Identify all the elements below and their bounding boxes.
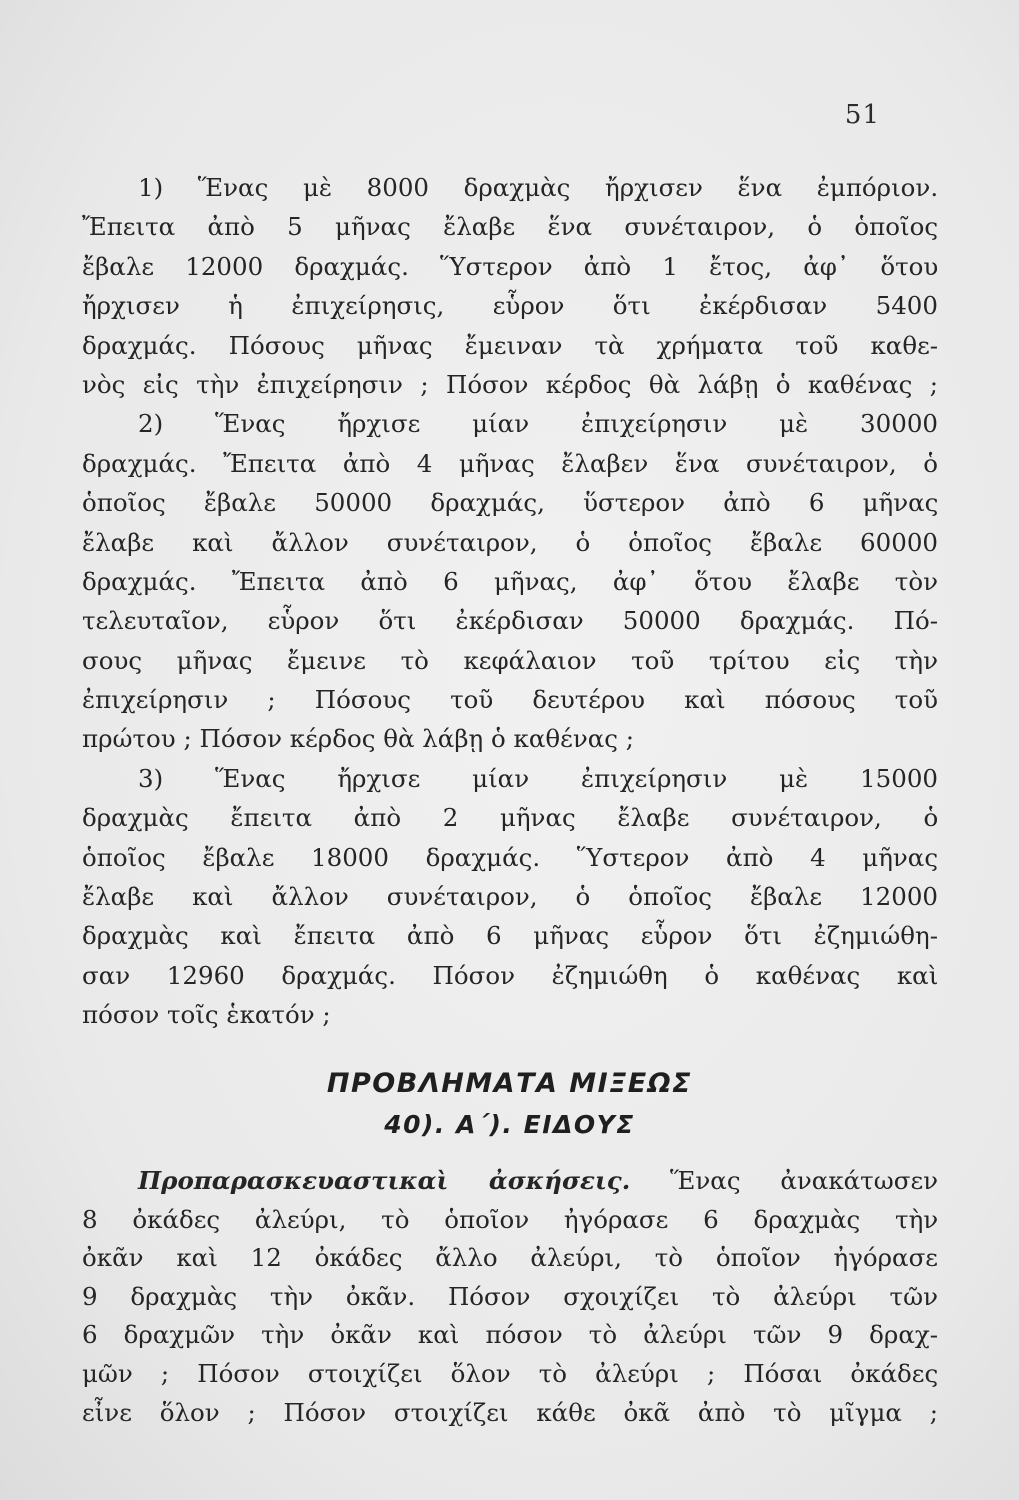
text-line: ὁποῖος ἔβαλε 18000 δραχμάς. Ὕστερον ἀπὸ 4 μῆνας bbox=[82, 842, 938, 872]
text-line: νὸς εἰς τὴν ἐπιχείρησιν ; Πόσον κέρδος θὰ λάβῃ ὁ καθένας ; bbox=[82, 369, 938, 399]
exercises-text-block bbox=[82, 1162, 938, 1432]
text-line: ἔλαβε καὶ ἄλλον συνέταιρον, ὁ ὁποῖος ἔβαλε 60000 bbox=[82, 527, 938, 557]
text-line: σους μῆνας ἔμεινε τὸ κεφάλαιον τοῦ τρίτου εἰς τὴν bbox=[82, 645, 938, 675]
page-number: 51 bbox=[844, 100, 880, 130]
exercise-first-line bbox=[82, 1162, 938, 1201]
text-line: εἶνε ὅλον ; Πόσον στοιχίζει κάθε ὀκᾶ ἀπὸ τὸ μῖγμα ; bbox=[82, 1397, 938, 1427]
text-line: ἤρχισεν ἡ ἐπιχείρησις, εὗρον ὅτι ἐκέρδισαν 5400 bbox=[82, 291, 938, 321]
text-line: πρώτου ; Πόσον κέρδος θὰ λάβῃ ὁ καθένας ; bbox=[82, 724, 635, 754]
text-line: δραχμάς. Ἔπειτα ἀπὸ 6 μῆνας, ἀφ᾽ ὅτου ἔλαβε τὸν bbox=[82, 566, 938, 596]
text-line: μῶν ; Πόσον στοιχίζει ὅλον τὸ ἀλεύρι ; Πόσαι ὀκάδες bbox=[82, 1358, 938, 1388]
text-line: ἐπιχείρησιν ; Πόσους τοῦ δευτέρου καὶ πόσους τοῦ bbox=[82, 685, 938, 715]
text-line: δραχμάς. Ἔπειτα ἀπὸ 4 μῆνας ἔλαβεν ἕνα συνέταιρον, ὁ bbox=[82, 448, 938, 478]
section-subtitle: 40). Α΄). ΕΙΔΟΥΣ bbox=[384, 1110, 635, 1139]
text-line: ἔβαλε 12000 δραχμάς. Ὕστερον ἀπὸ 1 ἔτος, ἀφ᾽ ὅτου bbox=[82, 251, 938, 281]
text-line: δραχμὰς καὶ ἔπειτα ἀπὸ 6 μῆνας εὗρον ὅτι ἐζημιώθη- bbox=[82, 921, 938, 951]
text-line: δραχμάς. Πόσους μῆνας ἔμειναν τὰ χρήματα τοῦ καθε- bbox=[82, 330, 938, 360]
problems-text-block bbox=[82, 168, 938, 1035]
text-line: 6 δραχμῶν τὴν ὀκᾶν καὶ πόσον τὸ ἀλεύρι τῶν 9 δραχ- bbox=[82, 1320, 938, 1350]
text-line: σαν 12960 δραχμάς. Πόσον ἐζημιώθη ὁ καθένας καὶ bbox=[82, 960, 938, 990]
text-line: 9 δραχμὰς τὴν ὀκᾶν. Πόσον σχοιχίζει τὸ ἀλεύρι τῶν bbox=[82, 1281, 938, 1311]
text-line: τελευταῖον, εὗρον ὅτι ἐκέρδισαν 50000 δραχμάς. Πό- bbox=[82, 606, 938, 636]
text-line: 3) Ἕνας ἤρχισε μίαν ἐπιχείρησιν μὲ 15000 bbox=[138, 763, 938, 793]
exercises-lead: Προπαρασκευαστικαὶ ἀσκήσεις. bbox=[138, 1166, 631, 1195]
text-line: ὁποῖος ἔβαλε 50000 δραχμάς, ὕστερον ἀπὸ 6 μῆνας bbox=[82, 488, 938, 518]
section-title: ΠΡΟΒΛΗΜΑΤΑ ΜΙΞΕΩΣ bbox=[326, 1068, 693, 1099]
text-line: 1) Ἕνας μὲ 8000 δραχμὰς ἤρχισεν ἕνα ἐμπόριον. bbox=[138, 173, 938, 202]
text-line: ὀκᾶν καὶ 12 ὀκάδες ἄλλο ἀλεύρι, τὸ ὁποῖον ἠγόρασε bbox=[82, 1243, 938, 1273]
text-line: 2) Ἕνας ἤρχισε μίαν ἐπιχείρησιν μὲ 30000 bbox=[138, 409, 938, 439]
text-line: δραχμὰς ἔπειτα ἀπὸ 2 μῆνας ἔλαβε συνέταιρον, ὁ bbox=[82, 803, 938, 833]
exercise-first-line-rest: Ἕνας ἀνακάτωσεν bbox=[670, 1166, 938, 1195]
text-line: πόσον τοῖς ἑκατόν ; bbox=[82, 1000, 331, 1030]
text-line: 8 ὀκάδες ἀλεύρι, τὸ ὁποῖον ἠγόρασε 6 δραχμὰς τὴν bbox=[82, 1204, 938, 1234]
text-line: Ἔπειτα ἀπὸ 5 μῆνας ἔλαβε ἕνα συνέταιρον, ὁ ὁποῖος bbox=[82, 212, 938, 242]
text-line: ἔλαβε καὶ ἄλλον συνέταιρον, ὁ ὁποῖος ἔβαλε 12000 bbox=[82, 882, 938, 912]
